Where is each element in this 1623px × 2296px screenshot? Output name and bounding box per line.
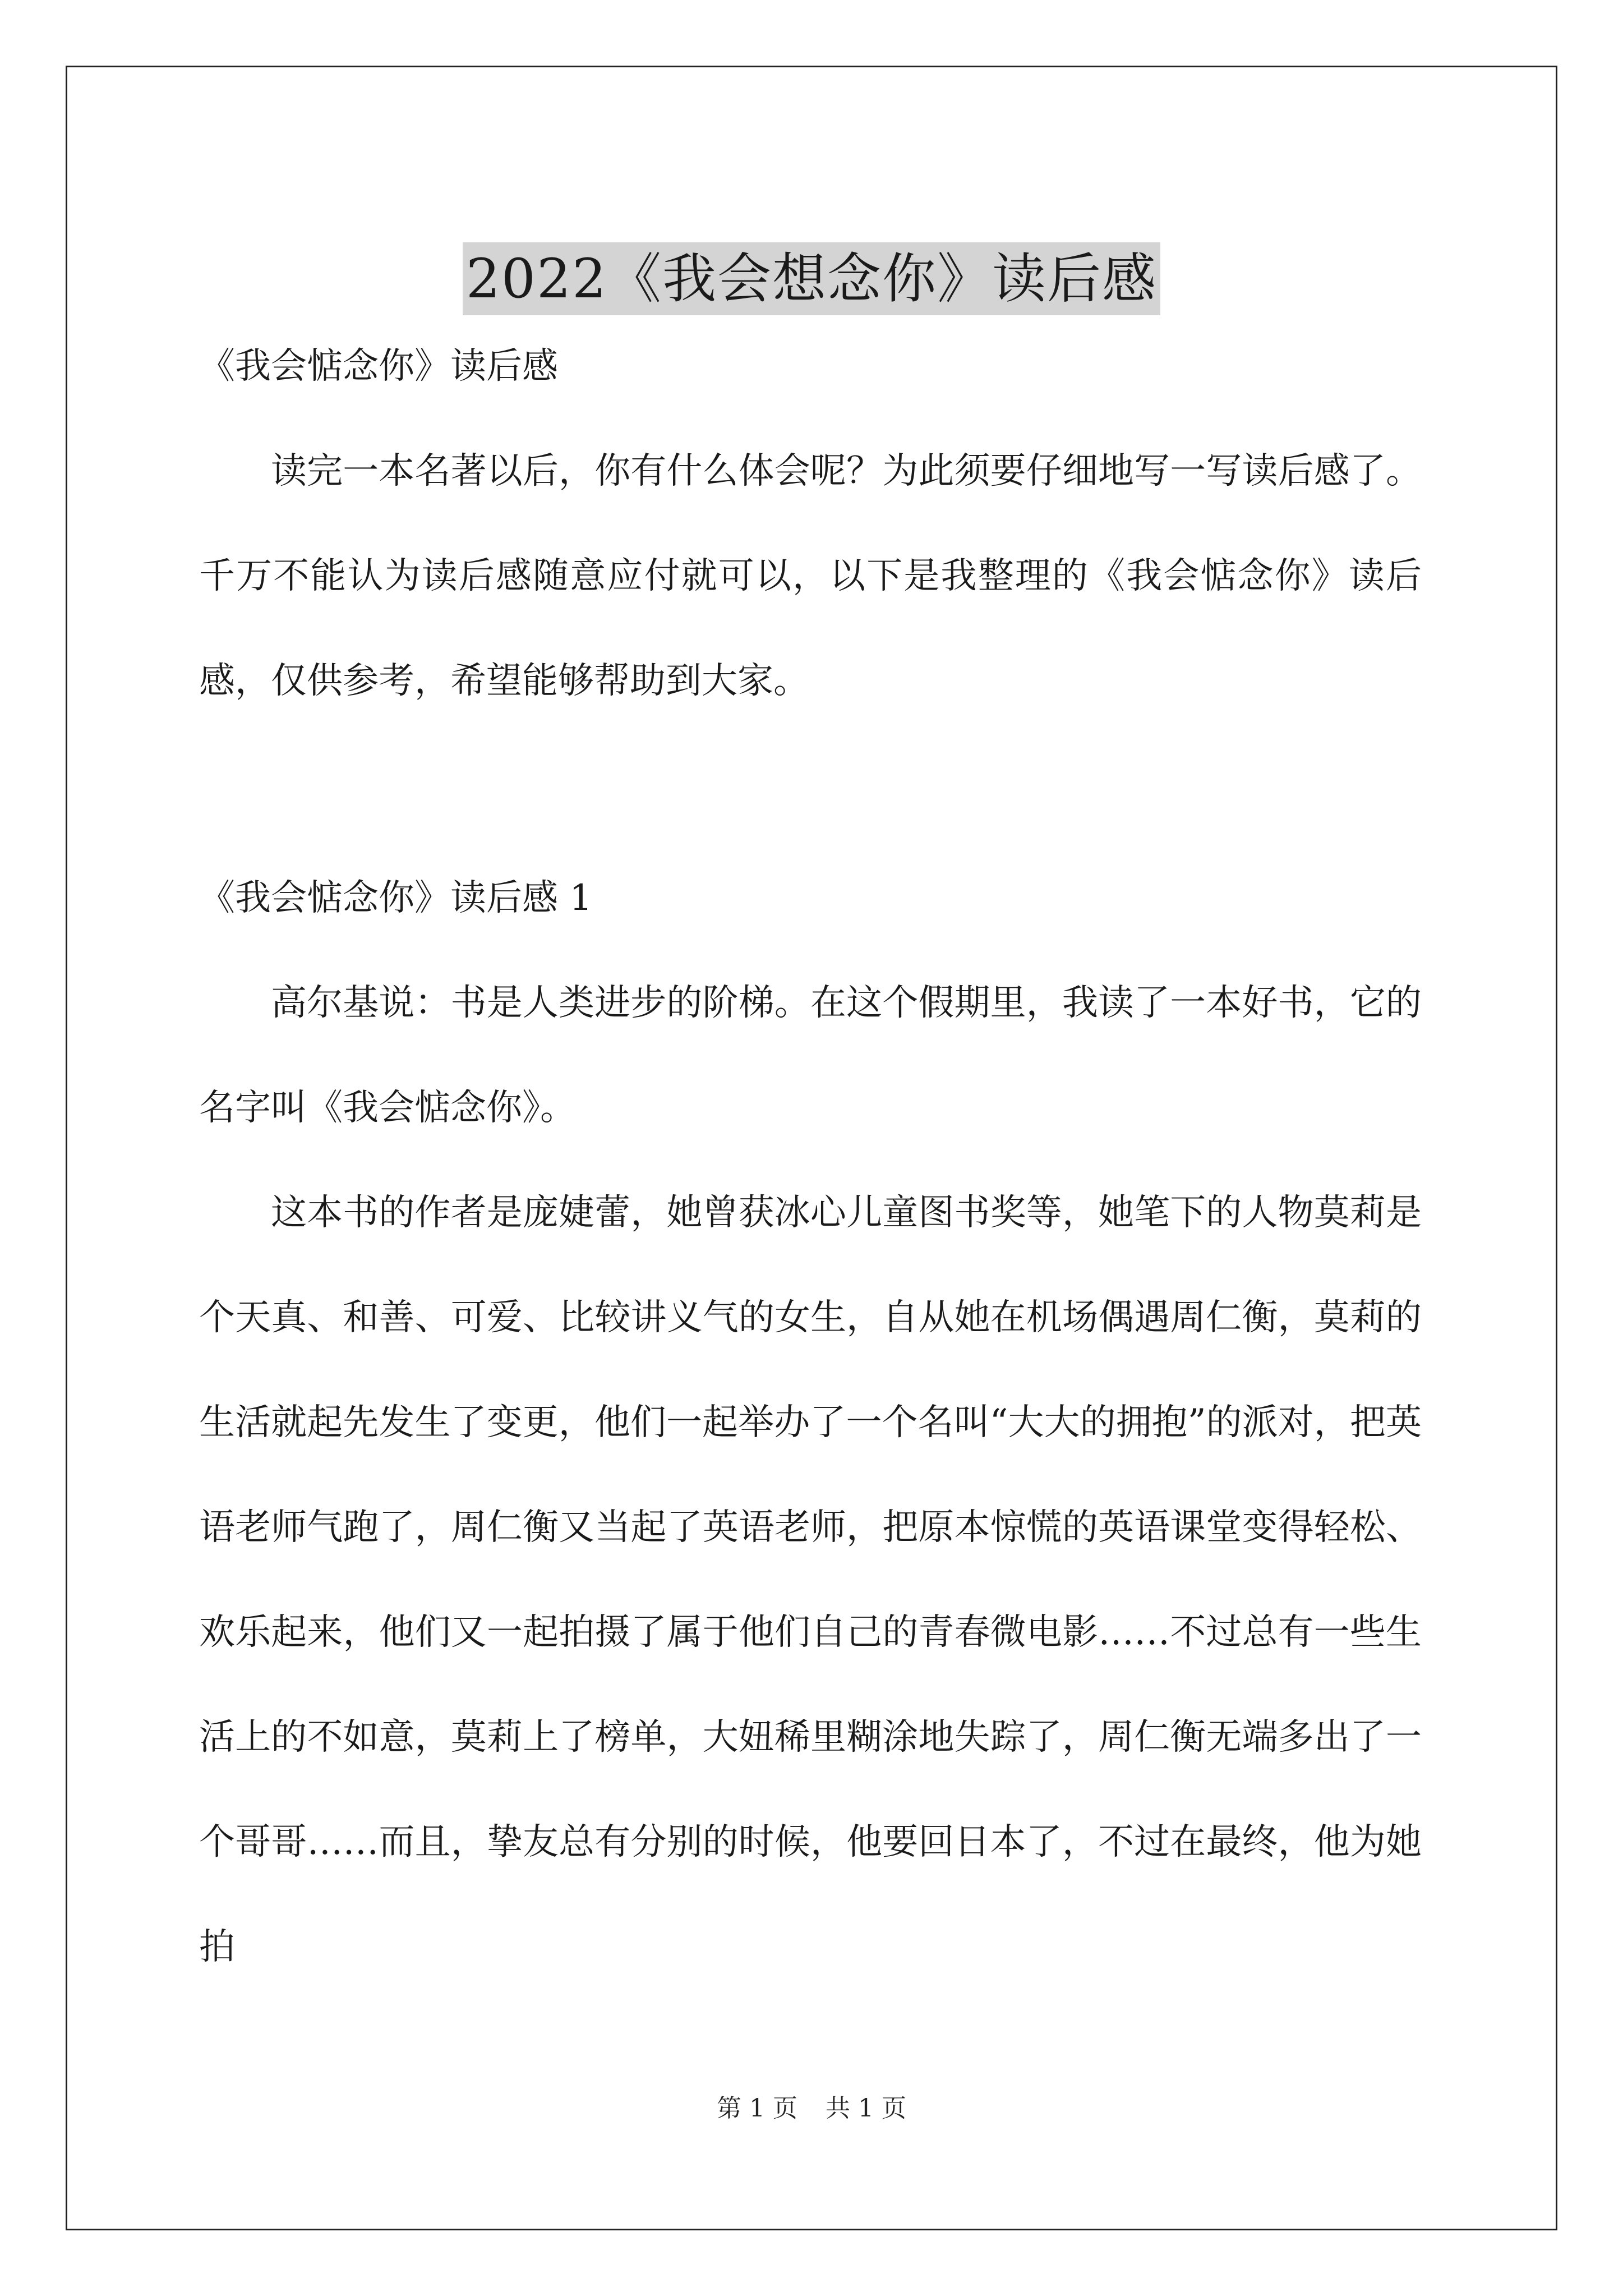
page-footer — [0, 2088, 1623, 2124]
document-title: 2022《我会想念你》读后感 — [463, 242, 1160, 315]
section-heading: 《我会惦念你》读后感 1 — [199, 877, 593, 919]
section-spacer — [199, 734, 1422, 846]
page-total: 共 1 页 — [826, 2094, 906, 2123]
body-paragraph: 高尔基说：书是人类进步的阶梯。在这个假期里，我读了一本好书，它的名字叫《我会惦念你》。 — [199, 982, 1422, 1129]
page-number: 第 1 页 — [717, 2094, 797, 2123]
intro-paragraph: 读完一本名著以后，你有什么体会呢？为此须要仔细地写一写读后感了。千万不能认为读后感随意应付就可以，以下是我整理的《我会惦念你》读后感，仅供参考，希望能够帮助到大家。 — [199, 450, 1422, 702]
intro-heading: 《我会惦念你》读后感 — [199, 346, 558, 387]
document-body — [199, 314, 1422, 2000]
body-paragraph: 这本书的作者是庞婕蕾，她曾获冰心儿童图书奖等，她笔下的人物莫莉是个天真、和善、可爱、比较讲义气的女生，自从她在机场偶遇周仁衡，莫莉的生活就起先发生了变更，他们一起举办了一个名叫“大大的拥抱”的派对，把英语老师气跑了，周仁衡又当起了英语老师，把原本惊慌的英语课堂变得轻松、欢乐起来，他们又一起拍摄了属于他们自己的青春微电影……不过总有一些生活上的不如意，莫莉上了榜单，大妞稀里糊涂地失踪了，周仁衡无端多出了一个哥哥……而且，挚友总有分别的时候，他要回日本了，不过在最终，他为她拍 — [199, 1192, 1422, 1968]
